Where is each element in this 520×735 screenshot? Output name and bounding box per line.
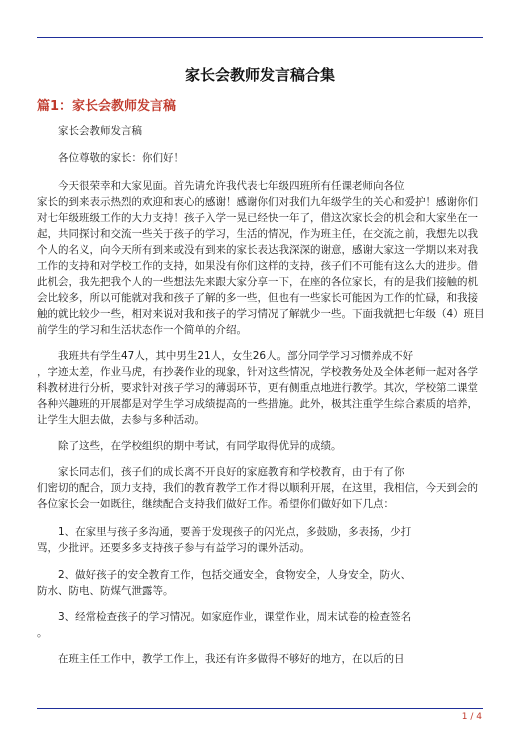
text-line: 。: [37, 627, 48, 639]
text-line: ，字迹太差，作业马虎，有抄袭作业的现象，针对这些情况，学校教务处及全体老师一起对各学: [37, 366, 478, 378]
section-heading: 篇1：家长会教师发言稿: [37, 99, 177, 114]
text-line: 触的就比较少一些，相对来说对我和孩子的学习情况了解就少一些。下面我就把七年级（4）班目: [37, 308, 485, 320]
text-line: 起，共同探讨和交流一些关于孩子的学习，生活的情况，作为班主任，在交流之前，我想先以我: [37, 228, 478, 240]
text-line: 除了这些，在学校组织的期中考试，有同学取得优异的成绩。: [58, 440, 342, 452]
text-line: 家长会教师发言稿: [58, 125, 142, 137]
footer-divider: [37, 708, 483, 709]
text-line: 会比较多，所以可能就对我和孩子了解的多一些，但也有一些家长可能因为工作的忙碌，和我接: [37, 292, 478, 304]
page-indicator: 1 / 4: [461, 712, 482, 722]
text-line: 各位尊敬的家长：你们好！: [58, 152, 184, 164]
text-line: 让学生大胆去做，去参与多种活动。: [37, 414, 205, 426]
text-line: 我班共有学生47人，其中男生21人，女生26人。部分同学学习习惯养成不好: [58, 350, 414, 362]
text-line: 家长同志们，孩子们的成长离不开良好的家庭教育和学校教育，由于有了你: [58, 466, 405, 478]
text-line: 们密切的配合，顶力支持，我们的教育教学工作才得以顺利开展，在这里，我相信，今天到会的: [37, 482, 478, 494]
text-line: 个人的名义，向今天所有到来或没有到来的家长表达我深深的谢意，感谢大家这一学期以来对我: [37, 244, 478, 256]
text-line: 对七年级班级工作的大力支持！孩子入学一晃已经快一年了，借这次家长会的机会和大家坐在一: [37, 212, 478, 224]
text-line: 今天很荣幸和大家见面。首先请允许我代表七年级四班所有任课老师向各位: [58, 180, 405, 192]
text-line: 在班主任工作中，教学工作上，我还有许多做得不够好的地方，在以后的日: [58, 653, 405, 665]
text-line: 3、经常检查孩子的学习情况。如家庭作业，课堂作业，周末试卷的检查签名: [58, 611, 412, 623]
text-line: 家长的到来表示热烈的欢迎和衷心的感谢！感谢你们对我们九年级学生的关心和爱护！感谢你们: [37, 196, 478, 208]
text-line: 防水、防电、防煤气泄露等。: [37, 585, 174, 597]
text-line: 前学生的学习和生活状态作一个简单的介绍。: [37, 324, 247, 336]
text-line: 科教材进行分析，要求针对孩子学习的薄弱环节，更有侧重点地进行教学。其次，学校第二课堂: [37, 382, 478, 394]
text-line: 骂，少批评。还要多多支持孩子参与有益学习的课外活动。: [37, 542, 310, 554]
text-line: 2、做好孩子的安全教育工作，包括交通安全，食物安全，人身安全，防火、: [58, 569, 412, 581]
text-line: 1、在家里与孩子多沟通，要善于发现孩子的闪光点，多鼓励，多表扬，少打: [58, 526, 412, 538]
text-line: 各位家长会一如既往，继续配合支持我们做好工作。希望你们做好如下几点：: [37, 498, 394, 510]
text-line: 工作的支持和对学校工作的支持，如果没有你们这样的支持，孩子们不可能有这么大的进步。借: [37, 260, 478, 272]
text-line: 各种兴趣班的开展都是对学生学习成绩提高的一些措施。此外，极其注重学生综合素质的培养，: [37, 398, 478, 410]
header-divider: [37, 37, 483, 38]
page-title: 家长会教师发言稿合集: [184, 66, 335, 84]
text-line: 此机会，我先把我个人的一些想法先来跟大家分享一下，在座的各位家长，有的是我们接触的机: [37, 276, 478, 288]
